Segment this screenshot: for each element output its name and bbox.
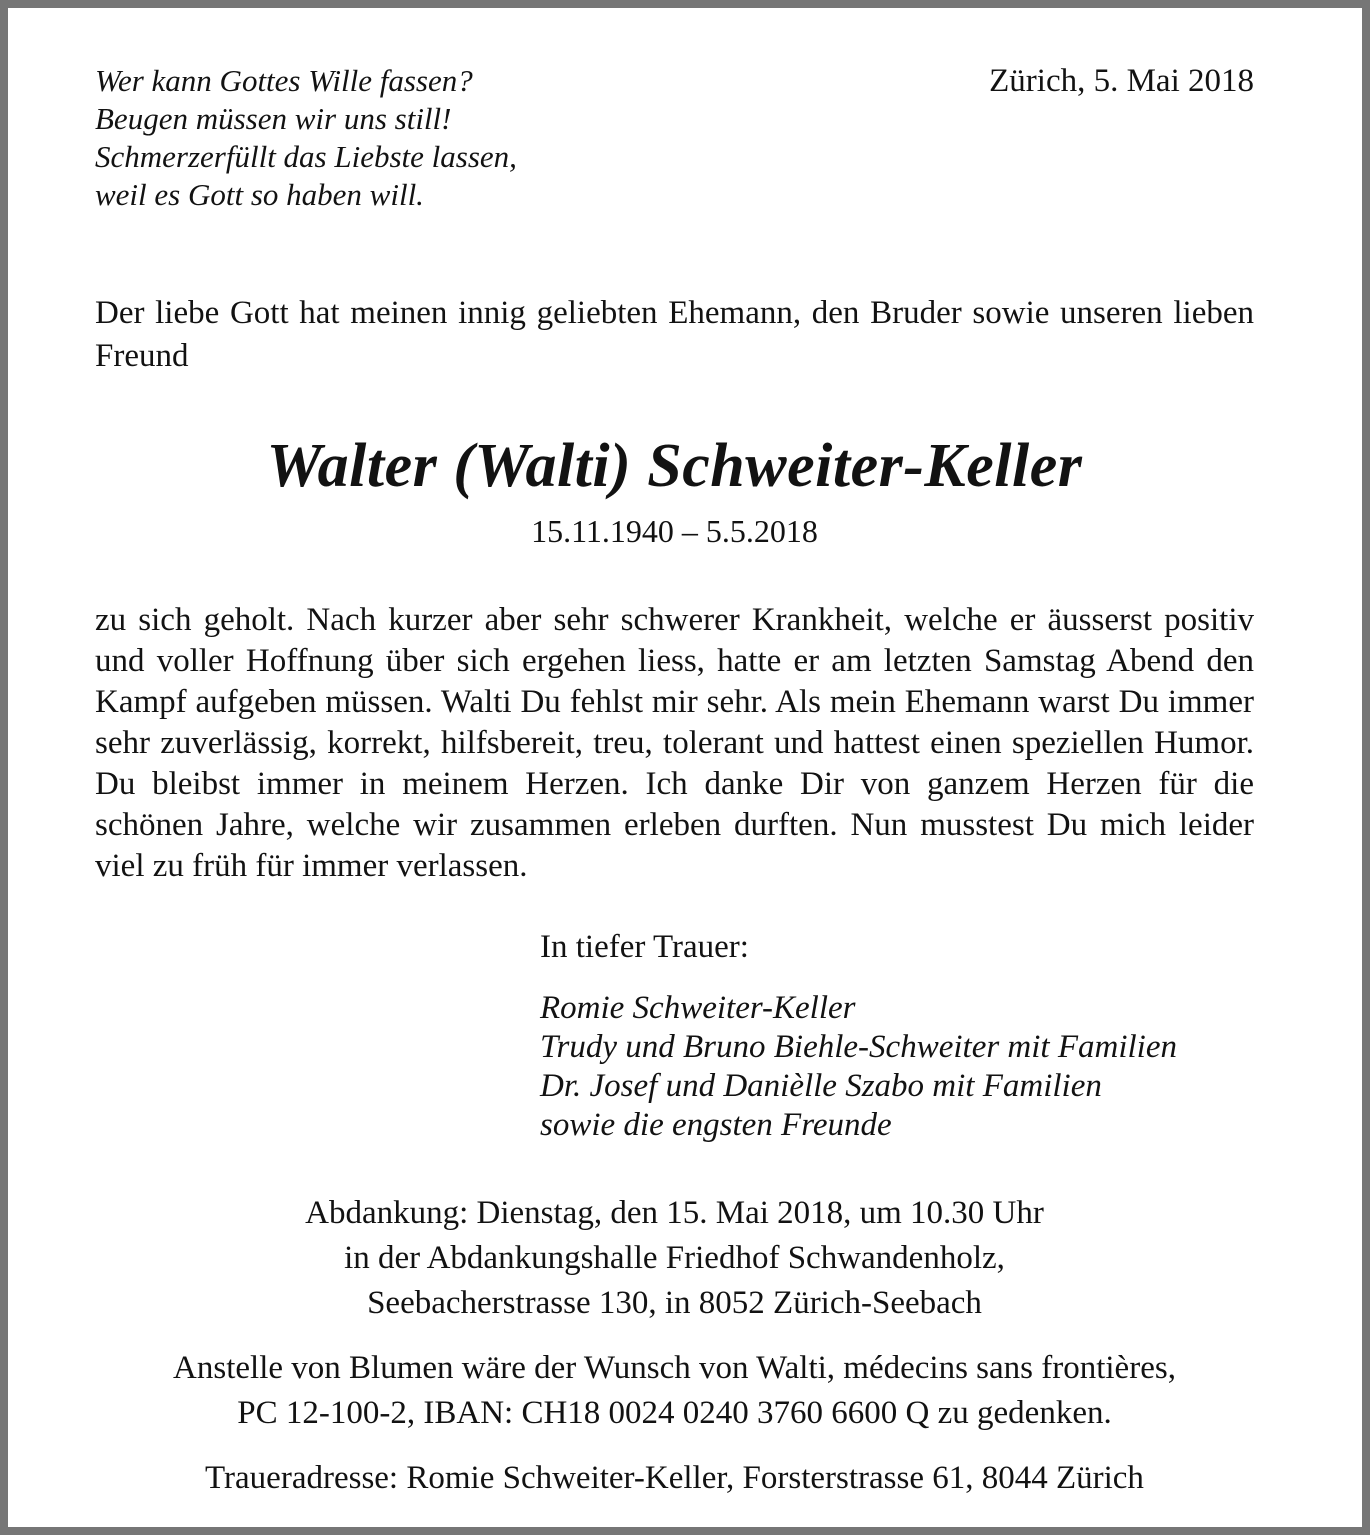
deceased-name-heading: Walter (Walti) Schweiter-Keller [266,432,1083,500]
mourner-line: Romie Schweiter-Keller [540,990,856,1026]
verse-line: Beugen müssen wir uns still! [95,101,452,136]
mourner-line: sowie die engsten Freunde [540,1107,892,1143]
opening-verse [95,62,517,214]
verse-line: weil es Gott so haben will. [95,177,424,212]
place-date-line: Zürich, 5. Mai 2018 [989,63,1254,99]
body-paragraph: zu sich geholt. Nach kurzer aber sehr schwerer Krankheit, welche er äusserst positiv und voller Hoffnung über sich ergehen liess, hatte er am letzten Samstag Abend den Kampf aufgeben müssen. Walti Du fehlst mir sehr. Als mein Ehemann warst Du immer sehr zuverlässig, korrekt, hilfsbereit, treu, tolerant und hattest einen speziellen Humor. Du bleibst immer in meinem Herzen. Ich danke Dir von ganzem Herzen für die schönen Jahre, welche wir zusammen erleben durften. Nun musstest Du mich leider viel zu früh für immer verlassen. [95,602,1254,884]
mourning-section [540,927,1254,1145]
life-dates: 15.11.1940 – 5.5.2018 [531,513,818,549]
funeral-line: Seebacherstrasse 130, in 8052 Zürich-Seebach [367,1285,982,1321]
donation-line: Anstelle von Blumen wäre der Wunsch von Walti, médecins sans frontières, [173,1350,1176,1386]
mourning-label: In tiefer Trauer: [540,929,749,965]
mourner-line: Trudy und Bruno Biehle-Schweiter mit Familien [540,1029,1177,1065]
verse-line: Schmerzerfüllt das Liebste lassen, [95,139,517,174]
verse-line: Wer kann Gottes Wille fassen? [95,63,473,98]
mourner-line: Dr. Josef und Danièlle Szabo mit Familien [540,1068,1102,1104]
donation-info [95,1346,1254,1436]
funeral-service-info [95,1191,1254,1326]
donation-line: PC 12-100-2, IBAN: CH18 0024 0240 3760 6600 Q zu gedenken. [237,1395,1112,1431]
notice-header [95,62,1254,214]
intro-paragraph: Der liebe Gott hat meinen innig geliebten Ehemann, den Bruder sowie unseren lieben Freund [95,295,1254,374]
mourners-list [540,989,1254,1145]
funeral-line: in der Abdankungshalle Friedhof Schwandenholz, [344,1240,1005,1276]
condolence-address: Traueradresse: Romie Schweiter-Keller, Forsterstrasse 61, 8044 Zürich [205,1460,1144,1496]
funeral-line: Abdankung: Dienstag, den 15. Mai 2018, um 10.30 Uhr [305,1195,1044,1231]
